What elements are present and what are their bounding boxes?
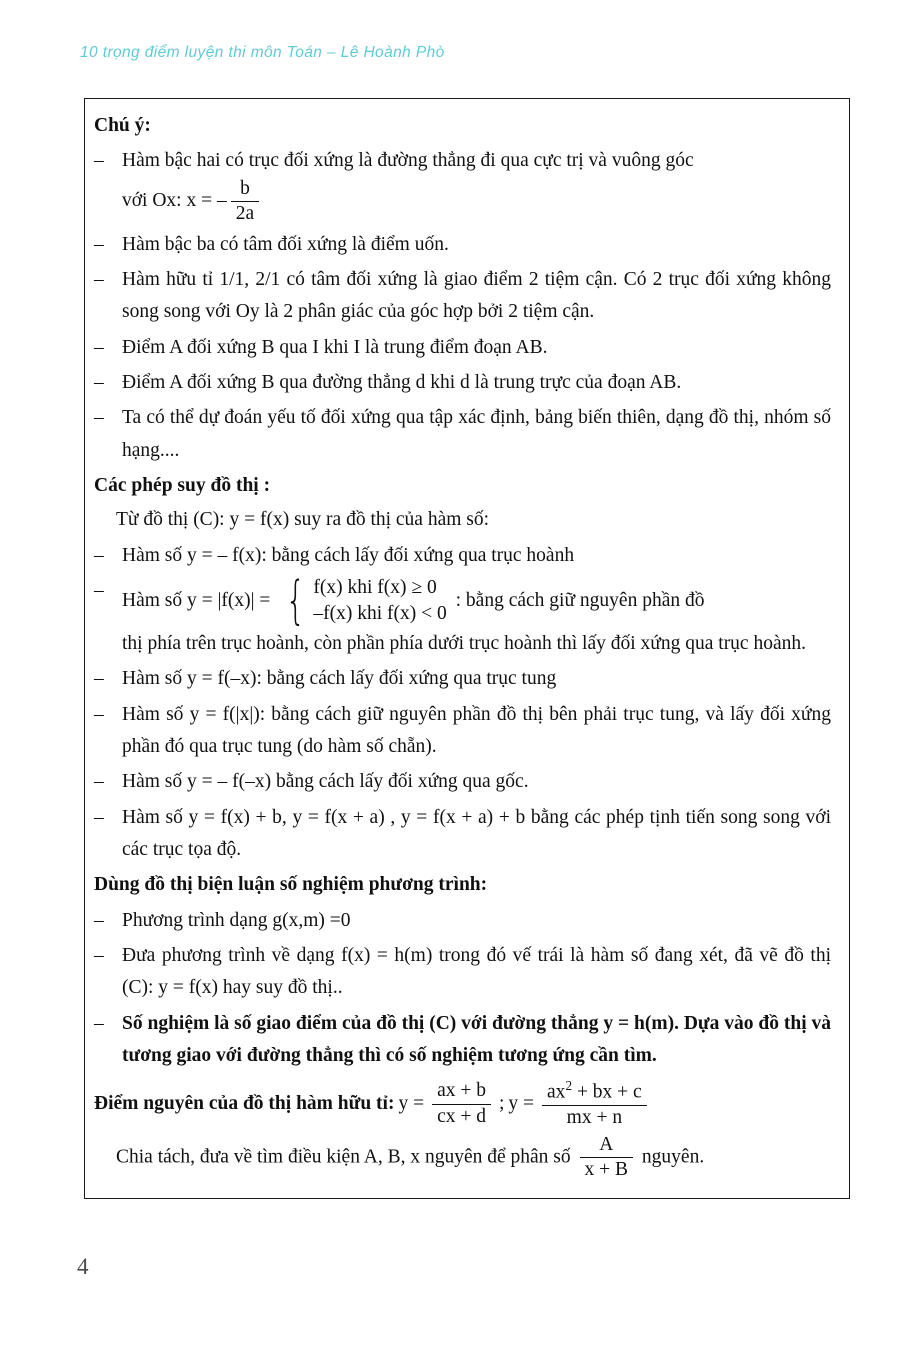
closing-line	[116, 1134, 831, 1182]
abs-function-definition	[122, 571, 831, 632]
list-item-reflect-oy	[94, 663, 831, 695]
dash-marker: –	[94, 1012, 104, 1034]
page-number: 4	[77, 1254, 89, 1279]
list-item-convert-equation	[94, 940, 831, 1005]
piecewise-case-top: f(x) khi f(x) ≥ 0	[313, 577, 437, 599]
dash-marker: –	[94, 703, 104, 725]
list-item-quadratic-axis	[94, 145, 831, 225]
item-body	[122, 571, 831, 660]
dash-marker: –	[94, 372, 104, 393]
equation-1-lhs: y =	[398, 1092, 425, 1114]
content-box	[84, 98, 850, 1199]
item-text: Hàm số y = – f(x): bằng cách lấy đối xứng qua trục hoành	[122, 544, 575, 566]
fraction-numerator: ax + b	[432, 1080, 491, 1104]
piecewise-case-bottom: –f(x) khi f(x) < 0	[313, 603, 447, 625]
note-heading: Chú ý:	[94, 115, 151, 136]
item-text: Hàm số y = f(–x): bằng cách lấy đối xứng qua trục tung	[122, 668, 557, 690]
fraction-numerator: $ax^2$ + bx + c	[542, 1078, 647, 1106]
fraction-denominator: 2a	[235, 203, 255, 225]
list-item-point-symmetry-i	[94, 332, 831, 364]
fraction-a-over-x-plus-b	[580, 1134, 634, 1182]
list-item-negate-fx	[94, 540, 831, 572]
list-item-abs-fx	[94, 571, 831, 660]
list-item-origin-symmetry	[94, 766, 831, 798]
item-text: Điểm A đối xứng B qua I khi I là trung điểm đoạn AB.	[122, 336, 548, 358]
closing-suffix: nguyên.	[641, 1146, 705, 1168]
dash-marker: –	[94, 150, 104, 172]
quadratic-axis-formula	[122, 178, 263, 226]
piecewise-rows	[313, 575, 446, 628]
fraction-denominator: cx + d	[437, 1105, 486, 1127]
dash-marker: –	[94, 771, 104, 793]
dash-marker: –	[94, 945, 104, 967]
equation-2-lhs: y =	[508, 1092, 535, 1114]
fraction-quadratic-over-linear	[542, 1078, 647, 1129]
item-text: Đưa phương trình về dạng f(x) = h(m) trong đó vế trái là hàm số đang xét, đã vẽ đồ thị (C): y = f(x) hay suy đồ thị..	[122, 945, 831, 999]
fraction-denominator: mx + n	[566, 1107, 623, 1129]
list-item-point-symmetry-d	[94, 367, 831, 399]
item-body	[122, 145, 831, 225]
dash-marker: –	[94, 544, 104, 566]
item-text: Phương trình dạng g(x,m) =0	[122, 909, 351, 931]
discussion-heading: Dùng đồ thị biện luận số nghiệm phương trình:	[94, 874, 488, 896]
abs-prefix: Hàm số y = |f(x)| =	[122, 589, 271, 611]
fraction-numerator: b	[231, 178, 259, 202]
dash-marker: –	[94, 233, 104, 255]
closing-text: Chia tách, đưa về tìm điều kiện A, B, x nguyên để phân số	[116, 1146, 571, 1168]
integer-points-heading-line	[94, 1078, 831, 1129]
list-item-abs-x	[94, 699, 831, 764]
dash-marker: –	[94, 806, 104, 828]
item-text: Điểm A đối xứng B qua đường thẳng d khi d là trung trực của đoạn AB.	[122, 372, 682, 393]
dash-marker: –	[94, 580, 104, 602]
abs-continuation: thị phía trên trục hoành, còn phần phía dưới trục hoành thì lấy đối xứng qua trục hoành.	[122, 632, 806, 654]
item-text: Số nghiệm là số giao điểm của đồ thị (C) với đường thẳng y = h(m). Dựa vào đồ thị và tương giao với đường thẳng thì có số nghiệm tương ứng cần tìm.	[122, 1012, 831, 1067]
equation-separator: ;	[498, 1092, 505, 1114]
piecewise-cases	[279, 571, 447, 632]
item-text: Hàm số y = f(x) + b, y = f(x + a) , y = f(x + a) + b bằng các phép tịnh tiến song song với các trục tọa độ.	[122, 806, 831, 860]
item-text: Hàm bậc hai có trục đối xứng là đường thẳng đi qua cực trị và vuông góc	[122, 150, 694, 172]
left-brace: {	[285, 571, 306, 632]
dash-marker: –	[94, 407, 104, 429]
list-item-root-count	[94, 1008, 831, 1073]
running-header: 10 trọng điểm luyện thi môn Toán – Lê Hoành Phò	[80, 44, 445, 61]
fraction-denominator: x + B	[584, 1159, 629, 1181]
item-text: Hàm hữu tỉ 1/1, 2/1 có tâm đối xứng là giao điểm 2 tiệm cận. Có 2 trục đối xứng không song song với Oy là 2 phân giác của góc hợp bởi 2 tiệm cận.	[122, 268, 831, 323]
integer-points-heading: Điểm nguyên của đồ thị hàm hữu tỉ:	[94, 1092, 395, 1114]
formula-prefix: với Ox: x = –	[122, 190, 227, 212]
item-text: Hàm số y = f(|x|): bằng cách giữ nguyên phần đồ thị bên phải trục tung, và lấy đối xứng phần đó qua trục tung (do hàm số chẵn).	[122, 703, 831, 757]
abs-suffix: : bằng cách giữ nguyên phần đồ	[455, 589, 705, 611]
list-item-cubic-center	[94, 229, 831, 261]
transforms-intro: Từ đồ thị (C): y = f(x) suy ra đồ thị của hàm số:	[116, 509, 490, 531]
fraction-numerator: A	[580, 1134, 634, 1158]
item-text: Hàm bậc ba có tâm đối xứng là điểm uốn.	[122, 233, 449, 255]
item-text: Hàm số y = – f(–x) bằng cách lấy đối xứng qua gốc.	[122, 771, 529, 793]
dash-marker: –	[94, 668, 104, 690]
list-item-rational-symmetry	[94, 264, 831, 329]
dash-marker: –	[94, 909, 104, 931]
list-item-predict-symmetry	[94, 402, 831, 467]
item-text: Ta có thể dự đoán yếu tố đối xứng qua tập xác định, bảng biến thiên, dạng đồ thị, nhóm số hạng....	[122, 407, 831, 461]
fraction-b-over-2a	[231, 178, 259, 226]
exponent: 2	[565, 1078, 573, 1094]
dash-marker: –	[94, 336, 104, 358]
fraction-axb-over-cxd	[432, 1080, 491, 1128]
dash-marker: –	[94, 268, 104, 290]
list-item-translations	[94, 802, 831, 867]
transforms-heading: Các phép suy đồ thị :	[94, 475, 271, 497]
list-item-equation-form	[94, 905, 831, 937]
